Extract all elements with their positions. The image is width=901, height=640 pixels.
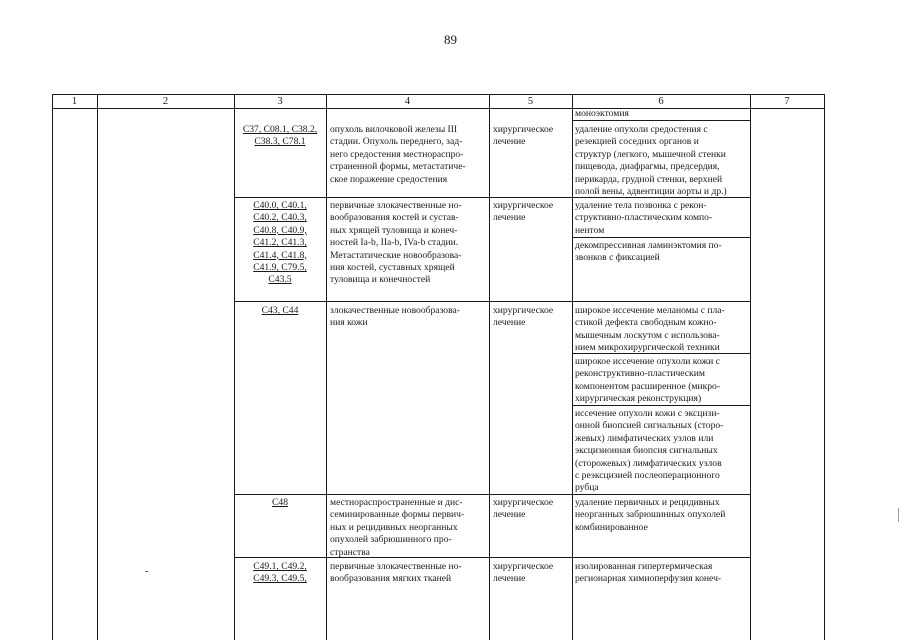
condition-text: местнораспространенные и дис- семинированные формы первич- ных и рецидивных неорганных опухолей забрюшинного про- странства bbox=[330, 497, 465, 558]
treatment-method: широкое иссечение опухоли кожи с реконструктивно-пластическим компонентом расширенное (микро- хирургическая реконструкция) bbox=[575, 356, 721, 405]
treatment-method: удаление опухоли средостения с резекцией соседних органов и структур (легкого, мышечной стенки пищевода, диафрагмы, предсердия, перикарда, грудной стенки, верхней полой вены, адвентиции аорты и др.) bbox=[575, 124, 727, 198]
column-divider bbox=[489, 94, 490, 640]
condition-text: первичные злокачественные но- вообразования мягких тканей bbox=[330, 561, 462, 585]
treatment-type: хирургическое лечение bbox=[493, 561, 554, 585]
diagnosis-codes: C48 bbox=[272, 497, 288, 508]
column-divider bbox=[97, 94, 98, 640]
treatment-type: хирургическое лечение bbox=[493, 305, 554, 329]
treatment-method: удаление первичных и рецидивных неорганных забрюшинных опухолей комбинированное bbox=[575, 497, 726, 533]
treatment-type: хирургическое лечение bbox=[493, 497, 554, 521]
table-right-border bbox=[824, 94, 825, 640]
header-cell: 3 bbox=[277, 96, 283, 107]
treatment-type: хирургическое лечение bbox=[493, 200, 554, 224]
header-bottom-border bbox=[52, 108, 824, 109]
column-divider bbox=[234, 94, 235, 640]
stray-mark: - bbox=[145, 566, 149, 577]
page-number: 89 bbox=[444, 32, 457, 47]
header-cell: 7 bbox=[784, 96, 790, 107]
treatment-method: декомпрессивная ламинэктомия по- звонков с фиксацией bbox=[575, 240, 722, 264]
treatment-method: удаление тела позвонка с рекон- структивно-пластическим компо- нентом bbox=[575, 200, 713, 236]
treatment-method: широкое иссечение меланомы с пла- стикой дефекта свободным кожно- мышечным лоскутом с использова- нием микрохирургической техники bbox=[575, 305, 725, 354]
diagnosis-codes: C49.1, C49.2, C49.3, C49.5, bbox=[253, 561, 307, 585]
scan-edge-mark bbox=[898, 508, 899, 522]
treatment-method: иссечение опухоли кожи с эксцизи- онной биопсией сигнальных (сторо- жевых) лимфатических узлов или эксцизионная биопсия сигнальных (сторожевых) лимфатических узлов с реэксцизией послеоперационного рубца bbox=[575, 408, 724, 494]
header-cell: 5 bbox=[527, 96, 534, 107]
table-left-border bbox=[52, 94, 53, 640]
condition-text: первичные злокачественные но- вообразования костей и сустав- ных хрящей туловища и конеч- ностей Ia-b, IIa-b, IVa-b стадии. Метастатические новообразова- ния костей, суставных хрящей туловища и конечностей bbox=[330, 200, 462, 286]
header-cell: 6 bbox=[658, 96, 664, 107]
header-cell: 4 bbox=[404, 96, 411, 107]
header-cell: 2 bbox=[162, 96, 169, 107]
column-divider bbox=[750, 94, 751, 640]
treatment-type: хирургическое лечение bbox=[493, 124, 554, 148]
column-divider bbox=[326, 94, 327, 640]
condition-text: злокачественные новообразова- ния кожи bbox=[330, 305, 460, 329]
row-divider bbox=[234, 557, 750, 558]
treatment-method: изолированная гипертермическая регионарная химиоперфузия конеч- bbox=[575, 561, 722, 585]
table-top-border bbox=[52, 94, 824, 95]
header-cell: 1 bbox=[71, 96, 78, 107]
column-divider bbox=[572, 94, 573, 640]
diagnosis-codes: C37, C08.1, C38.2, C38.3, C78.1 bbox=[242, 124, 318, 148]
diagnosis-codes: C40.0, C40.1, C40.2, C40.3, C40.8, C40.9, C41.2, C41.3, C41.4, C41.8, C41.9, C79.5, C43.5 bbox=[253, 200, 307, 286]
continuation-text: моноэктомия bbox=[575, 108, 629, 119]
row-divider bbox=[234, 301, 750, 302]
diagnosis-codes: C43, C44 bbox=[261, 305, 299, 316]
condition-text: опухоль вилочковой железы III стадии. Опухоль переднего, зад- него средостения местнораспро- страненной формы, метастатиче- ское поражение средостения bbox=[330, 124, 466, 185]
